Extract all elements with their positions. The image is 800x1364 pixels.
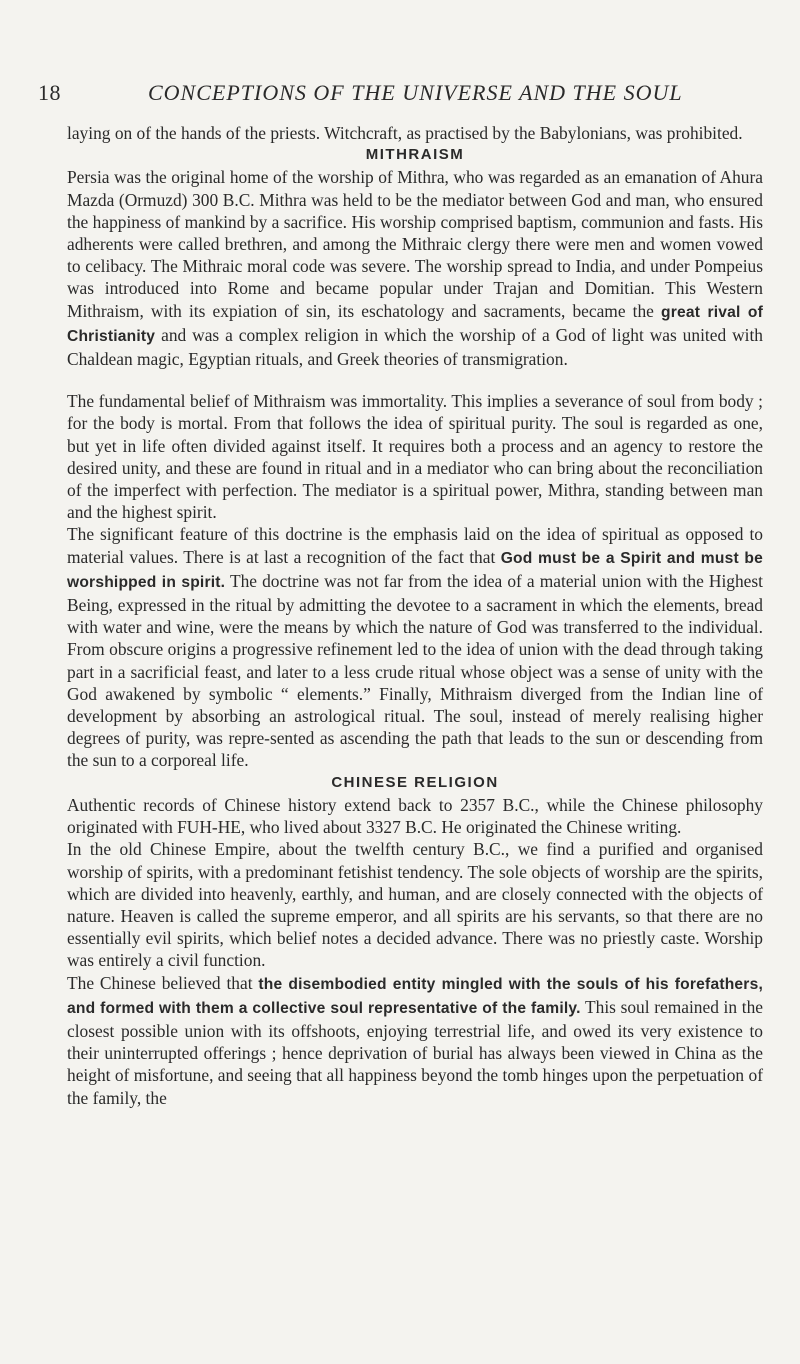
- page-header: [38, 80, 762, 114]
- mithraism-paragraph-2: The fundamental belief of Mithraism was immortality. This implies a severance of soul from body ; for the body is mortal. From that follows the idea of spiritual purity. The soul is regarded as one, but yet in life often divided against itself. It requires both a process and an agency to restore the desired unity, and these are found in ritual and in a mediator who can bring about the reconciliation of the imperfect with perfection. The mediator is a spiritual power, Mithra, standing between man and the highest spirit.: [67, 391, 763, 523]
- text-run: Persia was the original home of the worship of Mithra, who was regarded as an emanation of Ahura Mazda (Ormuzd) 300 B.C. Mithra was held to be the mediator between God and man, who ensured the happiness of mankind by a sacrifice. His worship comprised baptism, communion and fasts. His adherents were called brethren, and among the Mithraic clergy there were men and women vowed to celibacy. The Mithraic moral code was severe. The worship spread to India, and under Pompeius was introduced into Rome and became popular under Trajan and Domitian. This Western Mithraism, with its expiation of sin, its eschatology and sacraments, became the: [67, 167, 763, 321]
- chinese-paragraph-1: Authentic records of Chinese history extend back to 2357 B.C., while the Chinese philosophy originated with FUH-HE, who lived about 3327 B.C. He originated the Chinese writing.: [67, 794, 763, 838]
- chinese-paragraph-2: In the old Chinese Empire, about the twelfth century B.C., we find a purified and organised worship of spirits, with a predominant fetishist tendency. The sole objects of worship are the spirits, which are divided into heavenly, earthly, and human, and are closely connected with the objects of nature. Heaven is called the supreme emperor, and all spirits are his servants, so that there are no essentially evil spirits, which belief notes a decided advance. There was no priestly caste. Worship was entirely a civil function.: [67, 839, 763, 971]
- text-run: and was a complex religion in which the worship of a God of light was united with Chaldean magic, Egyptian rituals, and Greek theories of transmigration.: [67, 324, 763, 370]
- text-run: The doctrine was not far from the idea of a material union with the Highest Being, expressed in the ritual by admitting the devotee to a sacrament in which the elements, bread with water and wine, were the means by which the nature of God was transferred to the individual. From obscure origins a progressive refinement led to the idea of union with the dead through taking part in a sacrificial feast, and later to a less crude ritual whose object was a sense of unity with the God awakened by symbolic “ elements.” Finally, Mithraism diverged from the Indian line of development by absorbing an astrological ritual. The soul, instead of merely realising higher degrees of purity, was repre-sented as ascending the path that leads to the sun or descending from the sun to a corporeal life.: [67, 570, 763, 771]
- emphasis-text: the disembodied entity mingled with the souls of his forefathers, and formed with them a collective soul representative of the family.: [67, 975, 763, 1017]
- text-run: The significant feature of this doctrine is the emphasis laid on the idea of spiritual as opposed to material values. There is at last a recognition of the fact that: [67, 524, 763, 567]
- text-run: The Chinese believed that: [67, 972, 259, 993]
- page-number: 18: [38, 80, 61, 105]
- emphasis-text: God must be a Spirit and must be worshipped in spirit.: [67, 549, 764, 591]
- section-heading-chinese-religion: CHINESE RELIGION: [331, 773, 499, 791]
- text-run: This soul remained in the closest possible union with its offshoots, enjoying terrestrial life, and owed its very existence to their uninterrupted offerings ; hence deprivation of burial has always been viewed in China as the height of misfortune, and seeing that all happiness beyond the tomb hinges upon the perpetuation of the family, the: [67, 996, 763, 1108]
- section-heading-mithraism: MITHRAISM: [365, 146, 465, 164]
- page-body: [67, 122, 763, 1109]
- chinese-paragraph-3: [67, 972, 763, 1109]
- running-title: CONCEPTIONS OF THE UNIVERSE AND THE SOUL: [148, 80, 683, 105]
- emphasis-text: great rival of Christianity: [67, 303, 763, 345]
- mithraism-paragraph-1: [67, 166, 763, 370]
- paragraph-gap: [67, 370, 763, 390]
- intro-paragraph: laying on of the hands of the priests. Witchcraft, as practised by the Babylonians, was prohibited.: [67, 123, 743, 143]
- mithraism-paragraph-3: [67, 523, 763, 771]
